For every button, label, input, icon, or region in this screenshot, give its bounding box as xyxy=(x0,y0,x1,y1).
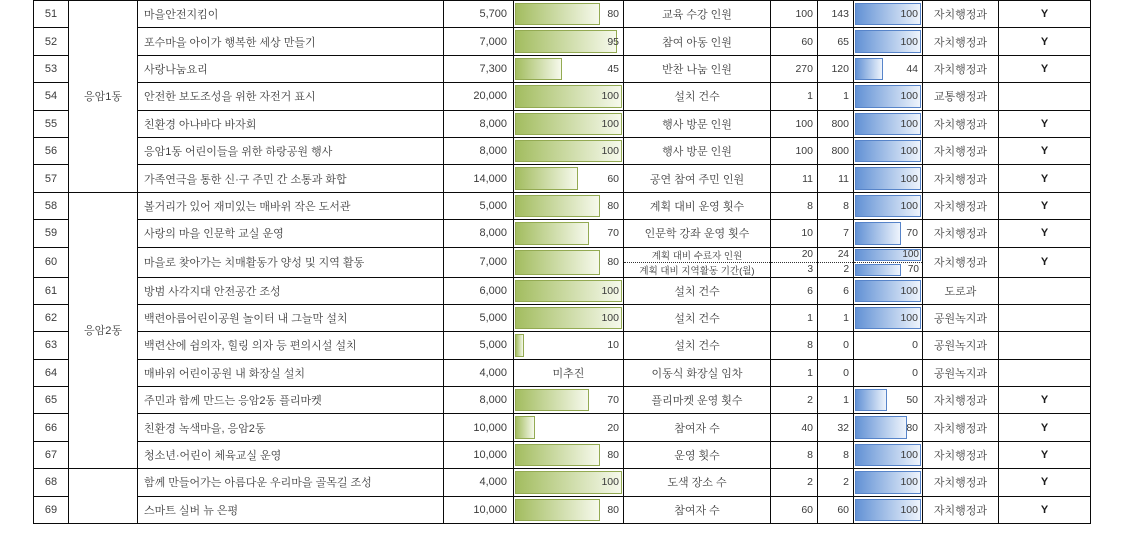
indicator-cell[interactable]: 플리마켓 운영 횟수 xyxy=(624,387,771,414)
actual-cell[interactable]: 32 xyxy=(818,414,854,441)
indicator-cell[interactable]: 설치 건수 xyxy=(624,304,771,331)
department-cell[interactable]: 자치행정과 xyxy=(923,496,999,523)
achievement-rate-value: 80 xyxy=(906,421,918,434)
execution-rate-cell[interactable] xyxy=(514,304,624,331)
target-cell[interactable]: 10 xyxy=(771,220,818,247)
table-row xyxy=(34,441,1091,468)
execution-data-bar xyxy=(515,195,600,217)
budget-cell[interactable]: 8,000 xyxy=(444,110,514,137)
execution-rate-cell[interactable] xyxy=(514,247,624,277)
row-number-cell[interactable]: 59 xyxy=(34,220,69,247)
table-row xyxy=(34,165,1091,192)
indicator-cell[interactable]: 도색 장소 수 xyxy=(624,469,771,496)
table-row xyxy=(34,137,1091,164)
achievement-rate-value: 100 xyxy=(900,284,918,297)
department-cell[interactable]: 공원녹지과 xyxy=(923,304,999,331)
actual-cell[interactable]: 800 xyxy=(818,137,854,164)
execution-data-bar xyxy=(515,389,589,411)
target-cell[interactable]: 100 xyxy=(771,110,818,137)
reflected-cell[interactable] xyxy=(999,277,1091,304)
achievement-rate-value: 100 xyxy=(900,503,918,516)
execution-data-bar xyxy=(515,499,600,521)
project-name-cell[interactable]: 매바위 어린이공원 내 화장실 설치 xyxy=(138,359,444,386)
actual-cell[interactable]: 143 xyxy=(818,1,854,28)
achievement-rate-cell[interactable] xyxy=(854,414,923,441)
reflected-cell[interactable]: Y xyxy=(999,469,1091,496)
achievement-data-bar xyxy=(855,389,887,411)
achievement-data-bar xyxy=(855,416,907,438)
target-cell[interactable]: 100 xyxy=(771,137,818,164)
execution-data-bar xyxy=(515,58,562,80)
execution-rate-cell[interactable] xyxy=(514,165,624,192)
department-cell[interactable]: 교통행정과 xyxy=(923,83,999,110)
table-row xyxy=(34,192,1091,219)
actual-cell[interactable]: 7 xyxy=(818,220,854,247)
project-name-cell[interactable]: 포수마을 아이가 행복한 세상 만들기 xyxy=(138,28,444,55)
row-number-cell[interactable]: 52 xyxy=(34,28,69,55)
row-number-cell[interactable]: 53 xyxy=(34,55,69,82)
execution-rate-cell[interactable] xyxy=(514,332,624,359)
target-cell[interactable]: 60 xyxy=(771,496,818,523)
budget-cell[interactable]: 10,000 xyxy=(444,414,514,441)
row-number-cell[interactable]: 66 xyxy=(34,414,69,441)
target-cell[interactable]: 11 xyxy=(771,165,818,192)
table-row xyxy=(34,496,1091,523)
achievement-rate-value: 70 xyxy=(906,227,918,240)
budget-cell[interactable]: 8,000 xyxy=(444,220,514,247)
reflected-cell[interactable]: Y xyxy=(999,387,1091,414)
indicator-cell[interactable]: 공연 참여 주민 인원 xyxy=(624,165,771,192)
achievement-rate-cell[interactable] xyxy=(854,55,923,82)
actual-cell[interactable]: 60 xyxy=(818,496,854,523)
project-name-cell[interactable]: 친환경 아나바다 바자회 xyxy=(138,110,444,137)
achievement-rate-cell[interactable] xyxy=(854,441,923,468)
execution-rate-cell[interactable] xyxy=(514,277,624,304)
achievement-rate-value: 100 xyxy=(900,8,918,21)
target-cell[interactable]: 100 xyxy=(771,1,818,28)
reflected-cell[interactable]: Y xyxy=(999,247,1091,277)
sub-row: 20 xyxy=(771,248,817,263)
execution-rate-cell[interactable] xyxy=(514,28,624,55)
department-cell[interactable]: 자치행정과 xyxy=(923,137,999,164)
actual-cell[interactable]: 0 xyxy=(818,332,854,359)
district-cell[interactable]: 응암1동 xyxy=(69,1,138,193)
row-number-cell[interactable]: 60 xyxy=(34,247,69,277)
execution-rate-value: 70 xyxy=(607,394,619,407)
actual-cell[interactable]: 1 xyxy=(818,83,854,110)
target-cell[interactable]: 1 xyxy=(771,359,818,386)
reflected-cell[interactable]: Y xyxy=(999,441,1091,468)
achievement-rate-value: 100 xyxy=(900,199,918,212)
execution-data-bar xyxy=(515,416,535,438)
target-cell[interactable]: 2 xyxy=(771,387,818,414)
indicator-cell[interactable] xyxy=(624,247,771,277)
budget-cell[interactable]: 10,000 xyxy=(444,496,514,523)
target-cell[interactable]: 60 xyxy=(771,28,818,55)
target-cell[interactable]: 270 xyxy=(771,55,818,82)
execution-rate-cell[interactable] xyxy=(514,414,624,441)
actual-cell[interactable]: 2 xyxy=(818,469,854,496)
budget-cell[interactable]: 7,000 xyxy=(444,28,514,55)
execution-rate-value: 80 xyxy=(607,449,619,462)
district-cell[interactable] xyxy=(69,469,138,524)
execution-data-bar xyxy=(515,3,600,25)
achievement-rate-cell[interactable] xyxy=(854,387,923,414)
department-cell[interactable]: 자치행정과 xyxy=(923,28,999,55)
table-row xyxy=(34,387,1091,414)
reflected-cell[interactable] xyxy=(999,332,1091,359)
target-cell[interactable] xyxy=(771,247,818,277)
achievement-rate-cell[interactable] xyxy=(854,165,923,192)
reflected-cell[interactable]: Y xyxy=(999,110,1091,137)
target-cell[interactable]: 40 xyxy=(771,414,818,441)
actual-cell[interactable]: 1 xyxy=(818,387,854,414)
indicator-cell[interactable]: 이동식 화장실 임차 xyxy=(624,359,771,386)
achievement-data-bar xyxy=(855,264,901,276)
project-name-cell[interactable]: 백련아름어린이공원 놀이터 내 그늘막 설치 xyxy=(138,304,444,331)
actual-cell[interactable]: 8 xyxy=(818,441,854,468)
execution-rate-cell[interactable] xyxy=(514,441,624,468)
reflected-cell[interactable]: Y xyxy=(999,414,1091,441)
execution-rate-cell[interactable] xyxy=(514,110,624,137)
reflected-cell[interactable]: Y xyxy=(999,220,1091,247)
indicator-cell[interactable]: 행사 방문 인원 xyxy=(624,110,771,137)
execution-rate-value: 80 xyxy=(607,503,619,516)
target-cell[interactable]: 1 xyxy=(771,83,818,110)
execution-data-bar xyxy=(515,30,617,52)
budget-cell[interactable]: 4,000 xyxy=(444,469,514,496)
achievement-rate-cell[interactable] xyxy=(854,110,923,137)
achievement-rate-value: 50 xyxy=(906,394,918,407)
achievement-rate-cell[interactable] xyxy=(854,247,923,277)
district-cell[interactable]: 응암2동 xyxy=(69,192,138,469)
indicator-cell[interactable]: 반찬 나눔 인원 xyxy=(624,55,771,82)
achievement-rate-cell[interactable] xyxy=(854,137,923,164)
actual-cell[interactable]: 11 xyxy=(818,165,854,192)
budget-cell[interactable]: 5,700 xyxy=(444,1,514,28)
achievement-rate-cell[interactable] xyxy=(854,332,923,359)
row-number-cell[interactable]: 58 xyxy=(34,192,69,219)
indicator-cell[interactable]: 설치 건수 xyxy=(624,277,771,304)
department-cell[interactable]: 도로과 xyxy=(923,277,999,304)
sub-row: 계획 대비 지역활동 기간(월) xyxy=(639,265,755,277)
reflected-cell[interactable]: Y xyxy=(999,192,1091,219)
achievement-rate-value: 100 xyxy=(900,172,918,185)
achievement-rate-cell[interactable] xyxy=(854,469,923,496)
achievement-rate-value: 44 xyxy=(906,62,918,75)
indicator-cell[interactable]: 인문학 강좌 운영 횟수 xyxy=(624,220,771,247)
department-cell[interactable]: 공원녹지과 xyxy=(923,359,999,386)
budget-cell[interactable]: 20,000 xyxy=(444,83,514,110)
department-cell[interactable]: 자치행정과 xyxy=(923,165,999,192)
actual-cell[interactable]: 120 xyxy=(818,55,854,82)
execution-rate-value: 100 xyxy=(601,476,619,489)
execution-rate-cell[interactable] xyxy=(514,1,624,28)
project-name-cell[interactable]: 응암1동 어린이들을 위한 하랑공원 행사 xyxy=(138,137,444,164)
project-name-cell[interactable]: 마을안전지킴이 xyxy=(138,1,444,28)
execution-rate-value: 95 xyxy=(607,35,619,48)
execution-rate-cell[interactable] xyxy=(514,220,624,247)
execution-rate-value: 100 xyxy=(601,284,619,297)
table-row xyxy=(34,277,1091,304)
table-row xyxy=(34,469,1091,496)
row-number-cell[interactable]: 64 xyxy=(34,359,69,386)
row-number-cell[interactable]: 65 xyxy=(34,387,69,414)
execution-rate-value: 10 xyxy=(607,339,619,352)
execution-rate-cell[interactable] xyxy=(514,83,624,110)
reflected-cell[interactable]: Y xyxy=(999,496,1091,523)
execution-rate-cell[interactable] xyxy=(514,192,624,219)
row-number-cell[interactable]: 56 xyxy=(34,137,69,164)
actual-cell[interactable]: 800 xyxy=(818,110,854,137)
row-number-cell[interactable]: 68 xyxy=(34,469,69,496)
actual-cell[interactable]: 1 xyxy=(818,304,854,331)
execution-rate-value: 80 xyxy=(607,199,619,212)
department-cell[interactable]: 자치행정과 xyxy=(923,55,999,82)
achievement-data-bar xyxy=(855,58,883,80)
department-cell[interactable]: 자치행정과 xyxy=(923,220,999,247)
table-row xyxy=(34,304,1091,331)
budget-cell[interactable]: 7,000 xyxy=(444,247,514,277)
budget-cell[interactable]: 14,000 xyxy=(444,165,514,192)
project-name-cell[interactable]: 마을로 찾아가는 치매활동가 양성 및 지역 활동 xyxy=(138,247,444,277)
department-cell[interactable]: 자치행정과 xyxy=(923,469,999,496)
achievement-rate-value: 100 xyxy=(900,476,918,489)
project-name-cell[interactable]: 사랑나눔요리 xyxy=(138,55,444,82)
execution-rate-value: 60 xyxy=(607,172,619,185)
table-row xyxy=(34,55,1091,82)
execution-data-bar xyxy=(515,250,600,275)
execution-rate-value: 100 xyxy=(601,90,619,103)
department-cell[interactable]: 자치행정과 xyxy=(923,441,999,468)
budget-cell[interactable]: 5,000 xyxy=(444,192,514,219)
indicator-cell[interactable]: 설치 건수 xyxy=(624,83,771,110)
budget-table-body xyxy=(34,1,1091,524)
achievement-rate-cell[interactable] xyxy=(854,496,923,523)
table-row xyxy=(34,28,1091,55)
achievement-rate-cell[interactable] xyxy=(854,277,923,304)
achievement-data-bar xyxy=(855,222,901,244)
actual-cell[interactable]: 0 xyxy=(818,359,854,386)
achievement-rate-cell[interactable] xyxy=(854,83,923,110)
achievement-rate-value: 100 xyxy=(900,312,918,325)
indicator-cell[interactable]: 운영 횟수 xyxy=(624,441,771,468)
execution-rate-cell[interactable] xyxy=(514,387,624,414)
achievement-rate-value: 100 xyxy=(900,35,918,48)
execution-rate-cell[interactable] xyxy=(514,496,624,523)
budget-cell[interactable]: 5,000 xyxy=(444,304,514,331)
reflected-cell[interactable]: Y xyxy=(999,1,1091,28)
project-name-cell[interactable]: 스마트 실버 뉴 은평 xyxy=(138,496,444,523)
execution-rate-cell[interactable] xyxy=(514,55,624,82)
budget-cell[interactable]: 8,000 xyxy=(444,137,514,164)
actual-cell[interactable] xyxy=(818,247,854,277)
target-cell[interactable]: 2 xyxy=(771,469,818,496)
department-cell[interactable]: 자치행정과 xyxy=(923,247,999,277)
budget-cell[interactable]: 8,000 xyxy=(444,387,514,414)
row-number-cell[interactable]: 57 xyxy=(34,165,69,192)
execution-data-bar xyxy=(515,167,578,189)
table-row xyxy=(34,83,1091,110)
table-row xyxy=(34,359,1091,386)
sub-row: 3 xyxy=(807,264,813,276)
indicator-cell[interactable]: 참여 아동 인원 xyxy=(624,28,771,55)
achievement-rate-value: 100 xyxy=(900,449,918,462)
achievement-rate-value: 100 xyxy=(900,117,918,130)
achievement-rate-value: 0 xyxy=(912,366,918,379)
indicator-cell[interactable]: 설치 건수 xyxy=(624,332,771,359)
reflected-cell[interactable] xyxy=(999,359,1091,386)
row-number-cell[interactable]: 67 xyxy=(34,441,69,468)
execution-rate-cell[interactable] xyxy=(514,137,624,164)
project-name-cell[interactable]: 볼거리가 있어 재미있는 매바위 작은 도서관 xyxy=(138,192,444,219)
department-cell[interactable]: 자치행정과 xyxy=(923,192,999,219)
table-row xyxy=(34,1,1091,28)
achievement-rate-value: 0 xyxy=(912,339,918,352)
row-number-cell[interactable]: 62 xyxy=(34,304,69,331)
project-name-cell[interactable]: 안전한 보도조성을 위한 자전거 표시 xyxy=(138,83,444,110)
target-cell[interactable]: 8 xyxy=(771,441,818,468)
reflected-cell[interactable]: Y xyxy=(999,137,1091,164)
indicator-cell[interactable]: 참여자 수 xyxy=(624,496,771,523)
achievement-rate-value: 100 xyxy=(900,90,918,103)
execution-rate-value: 80 xyxy=(607,256,619,269)
project-name-cell[interactable]: 함께 만들어가는 아름다운 우리마을 골목길 조성 xyxy=(138,469,444,496)
department-cell[interactable]: 자치행정과 xyxy=(923,1,999,28)
execution-data-bar xyxy=(515,334,524,356)
row-number-cell[interactable]: 63 xyxy=(34,332,69,359)
achievement-rate-value: 100 xyxy=(902,249,919,261)
table-row xyxy=(34,110,1091,137)
project-name-cell[interactable]: 가족연극을 통한 신·구 주민 간 소통과 화합 xyxy=(138,165,444,192)
achievement-rate-cell[interactable] xyxy=(854,28,923,55)
target-cell[interactable]: 6 xyxy=(771,277,818,304)
budget-cell[interactable]: 7,300 xyxy=(444,55,514,82)
actual-cell[interactable]: 65 xyxy=(818,28,854,55)
indicator-cell[interactable]: 참여자 수 xyxy=(624,414,771,441)
table-row xyxy=(34,414,1091,441)
sub-row: 2 xyxy=(843,264,849,276)
reflected-cell[interactable]: Y xyxy=(999,28,1091,55)
indicator-cell[interactable]: 계획 대비 운영 횟수 xyxy=(624,192,771,219)
row-number-cell[interactable]: 61 xyxy=(34,277,69,304)
department-cell[interactable]: 자치행정과 xyxy=(923,387,999,414)
sub-row xyxy=(854,248,922,263)
row-number-cell[interactable]: 69 xyxy=(34,496,69,523)
reflected-cell[interactable]: Y xyxy=(999,165,1091,192)
project-name-cell[interactable]: 사랑의 마을 인문학 교실 운영 xyxy=(138,220,444,247)
execution-rate-value: 70 xyxy=(607,227,619,240)
target-cell[interactable]: 1 xyxy=(771,304,818,331)
execution-rate-value: 80 xyxy=(607,8,619,21)
project-name-cell[interactable]: 백련산에 쉼의자, 힐링 의자 등 편의시설 설치 xyxy=(138,332,444,359)
execution-data-bar xyxy=(515,444,600,466)
execution-rate-value: 45 xyxy=(607,62,619,75)
table-row xyxy=(34,220,1091,247)
project-name-cell[interactable]: 청소년·어린이 체육교실 운영 xyxy=(138,441,444,468)
reflected-cell[interactable] xyxy=(999,304,1091,331)
achievement-rate-cell[interactable] xyxy=(854,359,923,386)
execution-rate-value: 100 xyxy=(601,312,619,325)
execution-rate-cell[interactable] xyxy=(514,469,624,496)
project-name-cell[interactable]: 친환경 녹색마을, 응암2동 xyxy=(138,414,444,441)
execution-data-bar xyxy=(515,222,589,244)
project-name-cell[interactable]: 주민과 함께 만드는 응암2동 플리마켓 xyxy=(138,387,444,414)
execution-rate-value: 100 xyxy=(601,117,619,130)
budget-cell[interactable]: 10,000 xyxy=(444,441,514,468)
achievement-rate-value: 100 xyxy=(900,145,918,158)
actual-cell[interactable]: 8 xyxy=(818,192,854,219)
sub-row: 계획 대비 수료자 인원 xyxy=(624,248,770,263)
row-number-cell[interactable]: 55 xyxy=(34,110,69,137)
indicator-cell[interactable]: 교육 수강 인원 xyxy=(624,1,771,28)
row-number-cell[interactable]: 54 xyxy=(34,83,69,110)
budget-cell[interactable]: 5,000 xyxy=(444,332,514,359)
achievement-rate-value: 70 xyxy=(907,264,919,276)
reflected-cell[interactable]: Y xyxy=(999,55,1091,82)
project-name-cell[interactable]: 방범 사각지대 안전공간 조성 xyxy=(138,277,444,304)
department-cell[interactable]: 자치행정과 xyxy=(923,414,999,441)
department-cell[interactable]: 자치행정과 xyxy=(923,110,999,137)
budget-project-table xyxy=(33,0,1091,524)
sub-row: 24 xyxy=(818,248,853,263)
execution-rate-value: 미추진 xyxy=(552,367,585,380)
budget-cell[interactable]: 6,000 xyxy=(444,277,514,304)
execution-rate-value: 20 xyxy=(607,421,619,434)
department-cell[interactable]: 공원녹지과 xyxy=(923,332,999,359)
actual-cell[interactable]: 6 xyxy=(818,277,854,304)
execution-rate-cell[interactable] xyxy=(514,359,624,386)
execution-rate-value: 100 xyxy=(601,145,619,158)
budget-project-sheet xyxy=(33,0,1091,524)
achievement-rate-cell[interactable] xyxy=(854,1,923,28)
budget-cell[interactable]: 4,000 xyxy=(444,359,514,386)
row-number-cell[interactable]: 51 xyxy=(34,1,69,28)
indicator-cell[interactable]: 행사 방문 인원 xyxy=(624,137,771,164)
achievement-rate-cell[interactable] xyxy=(854,192,923,219)
reflected-cell[interactable] xyxy=(999,83,1091,110)
table-row xyxy=(34,332,1091,359)
sub-row xyxy=(854,263,922,277)
target-cell[interactable]: 8 xyxy=(771,192,818,219)
target-cell[interactable]: 8 xyxy=(771,332,818,359)
table-row xyxy=(34,247,1091,277)
achievement-rate-cell[interactable] xyxy=(854,220,923,247)
achievement-rate-cell[interactable] xyxy=(854,304,923,331)
